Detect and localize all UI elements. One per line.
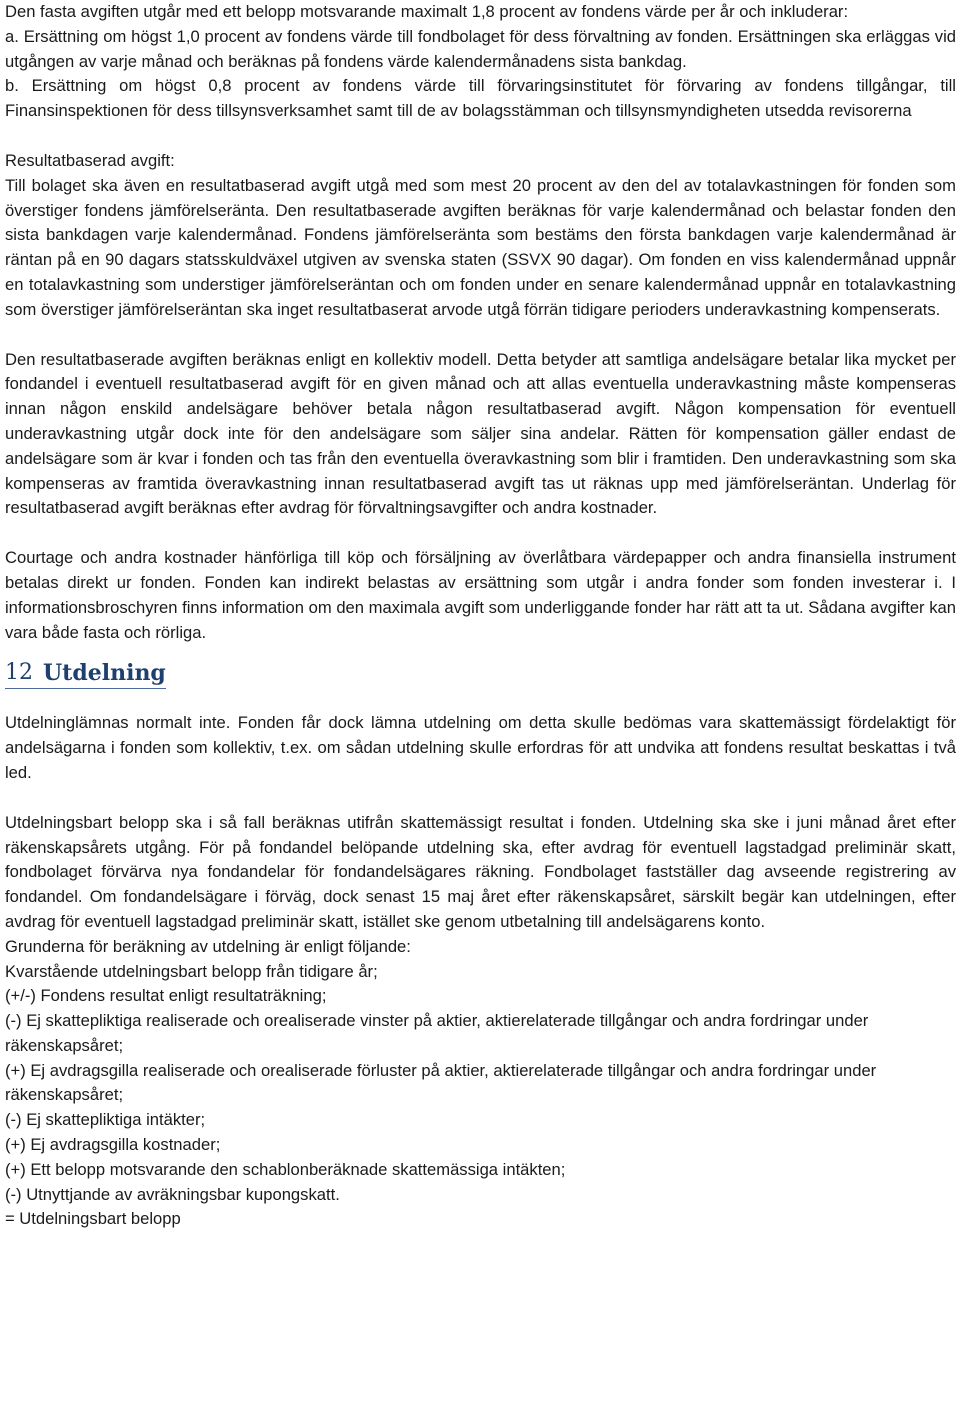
basis-item: Kvarstående utdelningsbart belopp från tidigare år; — [5, 961, 378, 981]
basis-item: (+) Ett belopp motsvarande den schablonberäknade skattemässiga intäkten; — [5, 1159, 566, 1179]
section-number: 12 — [5, 660, 33, 686]
basis-item: (+) Ej avdragsgilla kostnader; — [5, 1135, 221, 1155]
basis-item: (+/-) Fondens resultat enligt resultaträkning; — [5, 986, 327, 1006]
basis-item: (+) Ej avdragsgilla realiserade och orealiserade förluster på aktier, aktierelaterade tillgångar och andra fordringar under räkenskapsåret; — [5, 1060, 877, 1105]
dividend-paragraph-1: Utdelninglämnas normalt inte. Fonden får dock lämna utdelning om detta skulle bedömas vara skattemässigt fördelaktigt för andelsägarna i fonden som kollektiv, t.ex. om sådan utdelning skulle erfordras för att undvika att fondens resultat beskattas i två led. — [5, 713, 956, 782]
section-heading-inner — [5, 661, 166, 689]
fee-item-a: a. Ersättning om högst 1,0 procent av fondens värde till fondbolaget för dess förvaltning av fonden. Ersättningen ska erläggas vid utgången av varje månad och beräknas på fondens värde kalendermånadens sista bankdag. — [5, 26, 956, 71]
performance-fee-label: Resultatbaserad avgift: — [5, 150, 175, 170]
courtage-text: Courtage och andra kostnader hänförliga till köp och försäljning av överlåtbara värdepapper och andra finansiella instrument betalas direkt ur fonden. Fonden kan indirekt belastas av ersättning som utgår i andra fonder som fonden investerar i. I informationsbroschyren finns information om den maximala avgift som underliggande fonder har rätt att ta ut. Sådana avgifter kan vara både fasta och rörliga. — [5, 548, 956, 642]
collective-model-text: Den resultatbaserade avgiften beräknas enligt en kollektiv modell. Detta betyder att samtliga andelsägare betalar lika mycket per fondandel i eventuell resultatbaserad avgift för en given månad och att allas eventuella underavkastning måste kompenseras innan någon enskild andelsägare behöver betala någon resultatbaserad avgift. Någon kompensation för eventuell underavkastning utgår dock inte för den andelsägare som säljer sina andelar. Rätten för kompensation gäller endast de andelsägare som är kvar i fonden och tas från den eventuella överavkastning som blir i framtiden. Den underavkastning som ska kompenseras av framtida överavkastning innan resultatbaserad avgift tas ut räknas upp med jämförelseräntan. Underlag för resultatbaserad avgift beräknas efter avdrag för förvaltningsavgifter och andra kostnader. — [5, 349, 956, 518]
fee-item-b: b. Ersättning om högst 0,8 procent av fondens värde till förvaringsinstitutet för förvaring av fondens tillgångar, till Finansinspektionen för dess tillsynsverksamhet samt till de av bolagsstämman och tillsynsmyndigheten utsedda revisorerna — [5, 76, 956, 121]
performance-fee-text: Till bolaget ska även en resultatbaserad avgift utgå med som mest 20 procent av den del av totalavkastningen för fonden som överstiger fondens jämförelseränta. Den resultatbaserade avgiften beräknas för varje kalendermånad och belastar fonden den sista bankdagen varje kalendermånad. Fondens jämförelseränta som bestäms den första bankdagen varje kalendermånad är räntan på en 90 dagars statsskuldväxel utgiven av svenska staten (SSVX 90 dagar). Om fonden en viss kalendermånad uppnår en totalavkastning som understiger jämförelseräntan och om fonden under en senare kalendermånad uppnår en totalavkastning som överstiger jämförelseräntan ska inget resultatbaserat arvode utgå förrän tidigare perioders underavkastning kompenserats. — [5, 175, 956, 319]
section-heading — [5, 645, 956, 711]
basis-item-total: = Utdelningsbart belopp — [5, 1209, 181, 1229]
basis-item: (-) Utnyttjande av avräkningsbar kupongskatt. — [5, 1184, 340, 1204]
dividend-paragraph-2: Utdelningsbart belopp ska i så fall beräknas utifrån skattemässigt resultat i fonden. Utdelning ska ske i juni månad året efter räkenskapsårets utgång. För på fondandel belöpande utdelning ska, efter avdrag för eventuell lagstadgad preliminär skatt, fondbolaget förvärva nya fondandelar för fondandelsägares räkning. Fondbolaget fastställer dag avseende registrering av fondandel. Om fondandelsägare i förväg, dock senast 15 maj året efter räkenskapsåret, särskilt begär kan utdelningen, efter avdrag för eventuell lagstadgad preliminär skatt, istället ske genom utbetalning till andelsägarens konto. — [5, 812, 956, 931]
dividend-basis-intro: Grunderna för beräkning av utdelning är enligt följande: — [5, 936, 411, 956]
fixed-fee-intro: Den fasta avgiften utgår med ett belopp motsvarande maximalt 1,8 procent av fondens värde per år och inkluderar: — [5, 2, 849, 21]
section-title: Utdelning — [43, 660, 166, 687]
basis-item: (-) Ej skattepliktiga realiserade och orealiserade vinster på aktier, aktierelaterade tillgångar och andra fordringar under räkenskapsåret; — [5, 1011, 869, 1055]
document-page — [5, 0, 956, 1232]
basis-item: (-) Ej skattepliktiga intäkter; — [5, 1110, 206, 1130]
